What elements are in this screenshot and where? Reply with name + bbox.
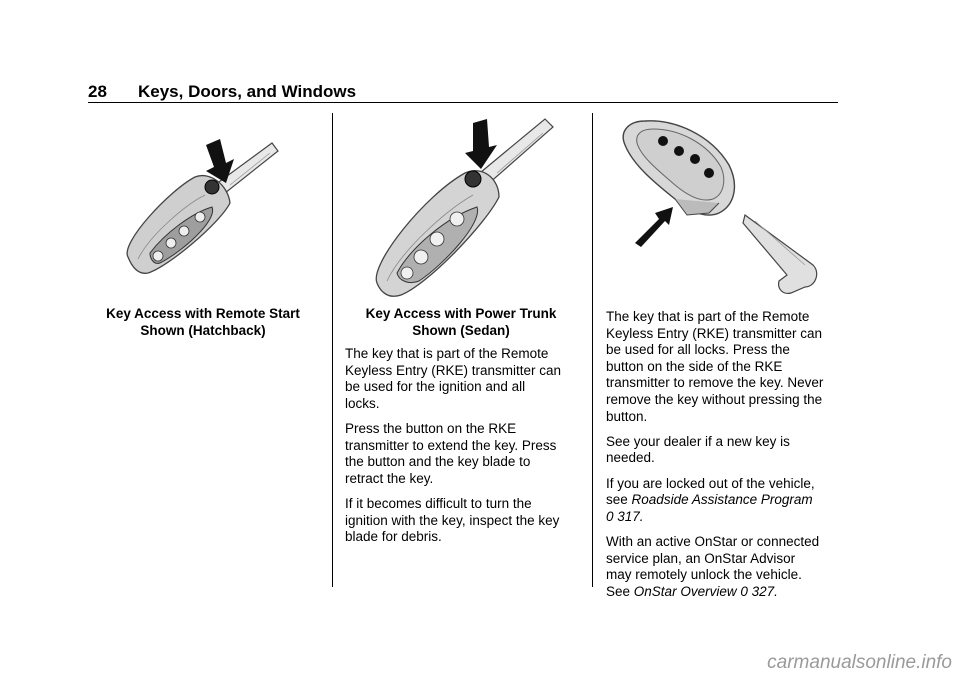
paragraph-remove-key: The key that is part of the Remote Keyless Entry (RKE) transmitter can be used for all locks. Press the button on the side of the RKE transmitter to remove the key. Never remove the key without pressing the button. [606, 309, 824, 424]
paragraph-locked-out: If you are locked out of the vehicle, see Roadside Assistance Program 0 317. [606, 475, 815, 524]
page-number: 28 [88, 82, 107, 101]
onstar-link[interactable]: OnStar Overview [633, 583, 737, 599]
page-ref-arrow: 0 [740, 583, 748, 599]
paragraph-difficult-turn: If it becomes difficult to turn the ignition with the key, inspect the key blade for debris. [345, 495, 560, 545]
middle-column-text [345, 346, 585, 554]
keyless-fob-illustration [615, 115, 825, 300]
arrow-icon [465, 119, 497, 169]
page-ref-arrow: 0 [606, 508, 614, 524]
column-divider-left [332, 113, 333, 587]
header-rule [88, 102, 838, 103]
page-header [88, 82, 356, 102]
arrow-icon [635, 207, 673, 247]
roadside-page-ref[interactable]: 317. [617, 508, 644, 524]
paragraph-extend-key: Press the button on the RKE transmitter to extend the key. Press the button and the key blade to retract the key. [345, 420, 557, 486]
hatchback-key-illustration [110, 135, 290, 285]
right-column-text [606, 309, 846, 609]
sedan-key-illustration [365, 115, 565, 300]
caption-sedan: Key Access with Power Trunk Shown (Sedan) [365, 306, 557, 338]
section-title: Keys, Doors, and Windows [138, 82, 357, 101]
paragraph-onstar: With an active OnStar or connected service plan, an OnStar Advisor may remotely unlock the vehicle. See OnStar Overview 0 327. [606, 533, 820, 599]
paragraph-new-key: See your dealer if a new key is needed. [606, 433, 790, 466]
onstar-page-ref[interactable]: 327. [751, 583, 778, 599]
watermark: carmanualsonline.info [767, 652, 952, 673]
column-divider-right [592, 113, 593, 587]
paragraph-key-ignition: The key that is part of the Remote Keyless Entry (RKE) transmitter can be used for the ignition and all locks. [345, 346, 562, 411]
roadside-link[interactable]: Roadside Assistance Program [631, 492, 813, 508]
caption-hatchback: Key Access with Remote Start Shown (Hatchback) [106, 306, 300, 338]
